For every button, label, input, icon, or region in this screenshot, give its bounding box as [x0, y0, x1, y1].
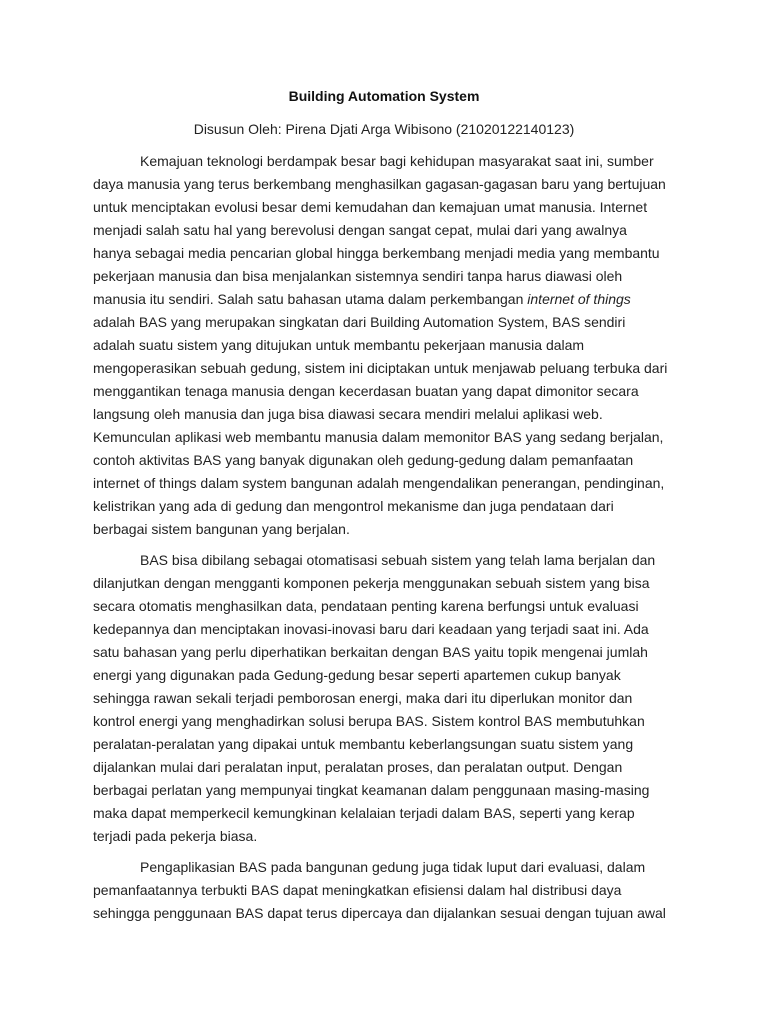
- text-line: kelistrikan yang ada di gedung dan mengontrol mekanisme dan juga pendataan dari: [93, 498, 614, 514]
- text-line: menjadi salah satu hal yang berevolusi dengan sangat cepat, mulai dari yang awalnya: [93, 222, 627, 238]
- text-line: BAS bisa dibilang sebagai otomatisasi sebuah sistem yang telah lama berjalan dan: [140, 552, 656, 568]
- text-line: satu bahasan yang perlu diperhatikan berkaitan dengan BAS yaitu topik mengenai jumlah: [93, 644, 648, 660]
- text-line: sehingga penggunaan BAS dapat terus dipercaya dan dijalankan sesuai dengan tujuan awal: [93, 905, 666, 921]
- text-line: contoh aktivitas BAS yang banyak digunakan oleh gedung-gedung dalam pemanfaatan: [93, 452, 634, 468]
- text-line: Pengaplikasian BAS pada bangunan gedung juga tidak luput dari evaluasi, dalam: [140, 859, 646, 875]
- text-line: daya manusia yang terus berkembang menghasilkan gagasan-gagasan baru yang bertujuan: [93, 176, 666, 192]
- text-line: dilanjutkan dengan mengganti komponen pekerja menggunakan sebuah sistem yang bisa: [93, 575, 650, 591]
- text-line: mengoperasikan sebuah gedung, sistem ini diciptakan untuk menjawab peluang terbuka dari: [93, 360, 668, 376]
- text-line: peralatan-peralatan yang dipakai untuk membantu keberlangsungan suatu sistem yang: [93, 736, 634, 752]
- text-line: kontrol energi yang menghadirkan solusi berupa BAS. Sistem kontrol BAS membutuhkan: [93, 713, 645, 729]
- text-line: adalah suatu sistem yang ditujukan untuk membantu pekerjaan manusia dalam: [93, 337, 585, 353]
- text-line: untuk menciptakan evolusi besar demi kemudahan dan kemajuan umat manusia. Internet: [93, 199, 648, 215]
- text-line: internet of things dalam system bangunan adalah mengendalikan penerangan, pendinginan,: [93, 475, 665, 491]
- text-line: Kemajuan teknologi berdampak besar bagi kehidupan masyarakat saat ini, sumber: [140, 153, 654, 169]
- text-line: maka dapat memperkecil kemungkinan kelalaian terjadi dalam BAS, seperti yang kerap: [93, 805, 635, 821]
- text-line: hanya sebagai media pencarian global hingga berkembang menjadi media yang membantu: [93, 245, 660, 261]
- text-line: energi yang digunakan pada Gedung-gedung besar seperti apartemen cukup banyak: [93, 667, 621, 683]
- text-line: pekerjaan manusia dan bisa menjalankan sistemnya sendiri tanpa harus diawasi oleh: [93, 268, 623, 284]
- text-line: berbagai perlatan yang mempunyai tingkat keamanan dalam penggunaan masing-masing: [93, 782, 650, 798]
- text-line: Kemunculan aplikasi web membantu manusia dalam memonitor BAS yang sedang berjalan,: [93, 429, 664, 445]
- text-segment: manusia itu sendiri. Salah satu bahasan utama dalam perkembangan: [93, 291, 528, 307]
- document-title: Building Automation System: [288, 88, 480, 104]
- text-line: sehingga rawan sekali terjadi pemborosan energi, maka dari itu diperlukan monitor dan: [93, 690, 633, 706]
- text-line: menggantikan tenaga manusia dengan kecerdasan buatan yang dapat dimonitor secara: [93, 383, 639, 399]
- document-body: [93, 150, 678, 933]
- text-line: berbagai sistem bangunan yang berjalan.: [93, 521, 350, 537]
- text-line: langsung oleh manusia dan juga bisa diawasi secara mendiri melalui aplikasi web.: [93, 406, 603, 422]
- author-line: Disusun Oleh: Pirena Djati Arga Wibisono (21020122140123): [193, 121, 575, 137]
- italic-phrase: internet of things: [527, 291, 631, 307]
- text-line: secara otomatis menghasilkan data, pendataan penting karena berfungsi untuk evaluasi: [93, 598, 639, 614]
- text-line: [93, 288, 678, 311]
- text-line: terjadi pada pekerja biasa.: [93, 828, 258, 844]
- paragraph-3: [93, 856, 678, 925]
- text-line: dijalankan mulai dari peralatan input, peralatan proses, dan peralatan output. Dengan: [93, 759, 623, 775]
- paragraph-2: [93, 549, 678, 848]
- paragraph-1: [93, 150, 678, 541]
- text-line: adalah BAS yang merupakan singkatan dari Building Automation System, BAS sendiri: [93, 314, 626, 330]
- text-line: kedepannya dan menciptakan inovasi-inovasi baru dari keadaan yang terjadi saat ini. Ada: [93, 621, 649, 637]
- text-line: pemanfaatannya terbukti BAS dapat meningkatkan efisiensi dalam hal distribusi daya: [93, 882, 622, 898]
